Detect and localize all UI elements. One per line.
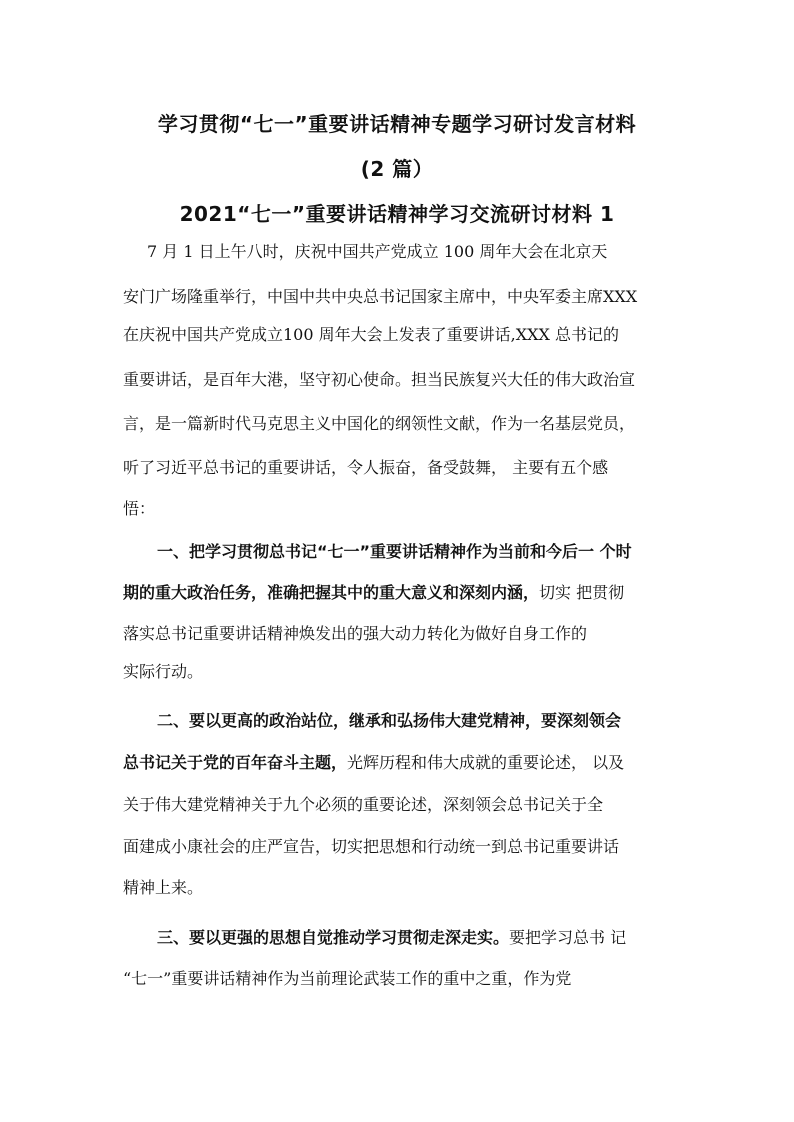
paragraph-line: 言，是一篇新时代马克思主义中国化的纲领性文献，作为一名基层党员，	[123, 414, 636, 433]
point-two-heading-cont: 总书记关于党的百年奋斗主题，	[123, 753, 348, 772]
paragraph-line: 安门广场隆重举行，中国中共中央总书记国家主席中，中央军委主席XXX	[123, 287, 638, 306]
paragraph-line: 重要讲话，是百年大港，坚守初心使命。担当民族复兴大任的伟大政治宣	[123, 370, 636, 389]
paragraph-line: 听了习近平总书记的重要讲话，令人振奋，备受鼓舞， 主要有五个感	[123, 458, 609, 477]
paragraph-line: 实际行动。	[123, 662, 204, 681]
point-one-heading-cont: 期的重大政治任务，准确把握其中的重大意义和深刻内涵，	[123, 583, 540, 602]
paragraph-line: 落实总书记重要讲话精神焕发出的强大动力转化为做好自身工作的	[123, 624, 588, 643]
paragraph-line	[123, 585, 624, 601]
paragraph-line: 精神上来。	[123, 878, 204, 897]
paragraph-line: 面建成小康社会的庄严宣告，切实把思想和行动统一到总书记重要讲话	[123, 837, 620, 856]
section-heading: 2021“七一”重要讲话精神学习交流研讨材料 1	[179, 202, 615, 226]
point-three-heading: 三、要以更强的思想自觉推动学习贯彻走深走实。	[157, 928, 510, 947]
document-title: 学习贯彻“七一”重要讲话精神专题学习研讨发言材料	[157, 112, 637, 136]
paragraph-line	[123, 755, 624, 771]
point-three-text: 要把学习总书 记	[509, 928, 627, 947]
paragraph-line: 在庆祝中国共产党成立100 周年大会上发表了重要讲话,XXX 总书记的	[123, 325, 619, 344]
point-two-heading: 二、要以更高的政治站位，继承和弘扬伟大建党精神，要深刻领会	[157, 711, 622, 730]
paragraph-line: 7 月 1 日上午八时，庆祝中国共产党成立 100 周年大会在北京天	[147, 242, 608, 261]
point-two-text: 光辉历程和伟大成就的重要论述， 以及	[347, 753, 625, 772]
point-one-heading: 一、把学习贯彻总书记“七一”重要讲话精神作为当前和今后一 个时	[157, 542, 632, 561]
paragraph-line: 悟：	[123, 499, 156, 518]
paragraph-line	[157, 930, 626, 946]
paragraph-line: “七一”重要讲话精神作为当前理论武装工作的重中之重，作为党	[123, 969, 572, 988]
document-title-count: (2 篇）	[360, 157, 434, 181]
paragraph-line: 关于伟大建党精神关于九个必须的重要论述，深刻领会总书记关于全	[123, 795, 604, 814]
point-one-text: 切实 把贯彻	[539, 583, 625, 602]
